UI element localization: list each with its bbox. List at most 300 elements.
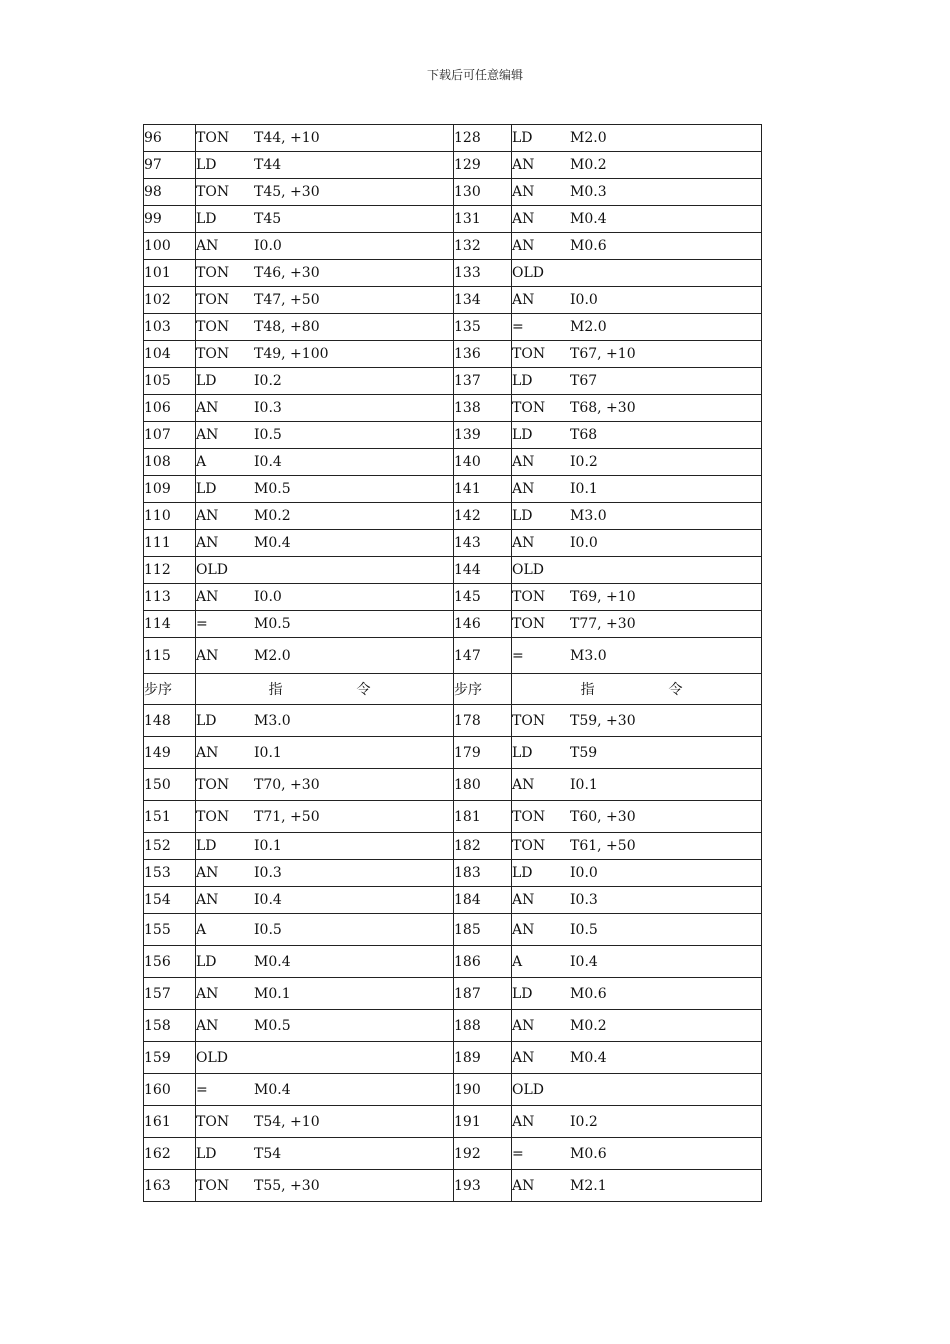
table-row xyxy=(144,638,762,674)
step-number: 109 xyxy=(144,476,196,503)
step-number: 193 xyxy=(454,1170,512,1202)
instruction-cell xyxy=(196,833,454,860)
instruction-cell xyxy=(196,206,454,233)
instruction-cell xyxy=(196,179,454,206)
step-number: 145 xyxy=(454,584,512,611)
operand: M0.3 xyxy=(570,184,607,200)
table-row xyxy=(144,503,762,530)
operand: I0.3 xyxy=(254,400,282,416)
opcode: TON xyxy=(196,319,230,335)
page-header: 下载后可任意编辑 xyxy=(426,68,523,82)
operand: I0.1 xyxy=(254,838,282,854)
instruction-cell xyxy=(196,1170,454,1202)
table-row xyxy=(144,860,762,887)
operand: M2.0 xyxy=(570,319,607,335)
instruction-cell xyxy=(196,476,454,503)
operand: I0.0 xyxy=(570,865,598,881)
opcode: TON xyxy=(512,346,546,362)
step-number: 97 xyxy=(144,152,196,179)
instruction-cell xyxy=(512,233,762,260)
operand: M0.5 xyxy=(254,616,291,632)
operand: T71, +50 xyxy=(254,808,320,825)
step-number: 99 xyxy=(144,206,196,233)
instruction-cell xyxy=(512,341,762,368)
operand: T45 xyxy=(254,211,282,227)
instruction-cell xyxy=(196,449,454,476)
instruction-cell xyxy=(196,1138,454,1170)
opcode: AN xyxy=(512,481,535,497)
opcode: LD xyxy=(196,157,217,173)
opcode: AN xyxy=(512,211,535,227)
step-number: 108 xyxy=(144,449,196,476)
instruction-cell xyxy=(512,179,762,206)
table-row xyxy=(144,769,762,801)
operand: M2.0 xyxy=(570,130,607,146)
step-number: 114 xyxy=(144,611,196,638)
table-row xyxy=(144,705,762,737)
opcode: OLD xyxy=(512,562,544,578)
operand: I0.3 xyxy=(570,892,598,908)
instruction-cell xyxy=(512,206,762,233)
instruction-cell xyxy=(512,705,762,737)
instruction-cell xyxy=(196,737,454,769)
table-row xyxy=(144,978,762,1010)
instruction-cell xyxy=(196,1074,454,1106)
step-number: 159 xyxy=(144,1042,196,1074)
instruction-cell xyxy=(196,1106,454,1138)
opcode: AN xyxy=(196,427,219,443)
step-number: 149 xyxy=(144,737,196,769)
instruction-cell xyxy=(196,422,454,449)
operand: M0.6 xyxy=(570,1145,607,1162)
instruction-cell xyxy=(512,368,762,395)
instruction-cell xyxy=(512,737,762,769)
instruction-cell xyxy=(196,887,454,914)
step-number: 162 xyxy=(144,1138,196,1170)
opcode: AN xyxy=(196,647,219,664)
instruction-cell xyxy=(512,1138,762,1170)
opcode: = xyxy=(196,1081,208,1098)
opcode: LD xyxy=(512,508,533,524)
step-number: 137 xyxy=(454,368,512,395)
instruction-cell xyxy=(512,833,762,860)
table-row xyxy=(144,395,762,422)
operand: I0.5 xyxy=(254,427,282,443)
opcode: AN xyxy=(512,157,535,173)
opcode: = xyxy=(512,319,524,335)
operand: I0.5 xyxy=(570,921,598,938)
instruction-cell xyxy=(512,946,762,978)
step-number: 180 xyxy=(454,769,512,801)
operand: T69, +10 xyxy=(570,589,636,605)
instruction-cell xyxy=(512,584,762,611)
table-row xyxy=(144,530,762,557)
instruction-cell xyxy=(196,946,454,978)
step-number: 134 xyxy=(454,287,512,314)
step-number: 104 xyxy=(144,341,196,368)
instruction-cell xyxy=(512,1074,762,1106)
table-row xyxy=(144,584,762,611)
instruction-cell xyxy=(512,422,762,449)
operand: M0.2 xyxy=(570,1017,607,1034)
step-number: 155 xyxy=(144,914,196,946)
instruction-cell xyxy=(196,1042,454,1074)
opcode: TON xyxy=(196,265,230,281)
table-row xyxy=(144,233,762,260)
step-number: 98 xyxy=(144,179,196,206)
step-number: 146 xyxy=(454,611,512,638)
operand: I0.4 xyxy=(254,454,282,470)
opcode: = xyxy=(196,616,208,632)
table-row xyxy=(144,1042,762,1074)
instruction-cell xyxy=(196,260,454,287)
instruction-cell xyxy=(512,125,762,152)
opcode: AN xyxy=(512,776,535,793)
table-row xyxy=(144,287,762,314)
opcode: TON xyxy=(512,400,546,416)
step-number: 103 xyxy=(144,314,196,341)
step-number: 189 xyxy=(454,1042,512,1074)
table-row xyxy=(144,179,762,206)
opcode: TON xyxy=(196,1177,230,1194)
step-number: 135 xyxy=(454,314,512,341)
step-number: 161 xyxy=(144,1106,196,1138)
instruction-cell xyxy=(512,449,762,476)
instruction-cell xyxy=(196,914,454,946)
header-step: 步序 xyxy=(144,674,196,705)
instruction-cell xyxy=(196,152,454,179)
step-number: 158 xyxy=(144,1010,196,1042)
operand: T61, +50 xyxy=(570,838,636,854)
opcode: AN xyxy=(512,292,535,308)
operand: M3.0 xyxy=(570,647,607,664)
step-number: 113 xyxy=(144,584,196,611)
operand: T59 xyxy=(570,744,598,761)
opcode: AN xyxy=(196,1017,219,1034)
operand: M0.5 xyxy=(254,481,291,497)
instruction-cell xyxy=(512,860,762,887)
step-number: 129 xyxy=(454,152,512,179)
opcode: AN xyxy=(196,508,219,524)
table-row xyxy=(144,611,762,638)
step-number: 178 xyxy=(454,705,512,737)
table-row xyxy=(144,422,762,449)
step-number: 184 xyxy=(454,887,512,914)
instruction-cell xyxy=(196,978,454,1010)
operand: T44, +10 xyxy=(254,130,320,146)
operand: T77, +30 xyxy=(570,616,636,632)
instruction-table xyxy=(143,124,762,1202)
operand: I0.1 xyxy=(570,776,598,793)
step-number: 107 xyxy=(144,422,196,449)
operand: T67, +10 xyxy=(570,346,636,362)
instruction-cell xyxy=(512,914,762,946)
step-number: 138 xyxy=(454,395,512,422)
operand: T46, +30 xyxy=(254,265,320,281)
opcode: TON xyxy=(512,712,546,729)
operand: T67 xyxy=(570,373,598,389)
operand: M0.6 xyxy=(570,985,607,1002)
instruction-cell xyxy=(196,860,454,887)
table-row xyxy=(144,260,762,287)
operand: T68, +30 xyxy=(570,400,636,416)
opcode: AN xyxy=(512,1177,535,1194)
opcode: A xyxy=(196,921,207,938)
table-row xyxy=(144,314,762,341)
instruction-cell xyxy=(512,801,762,833)
operand: T48, +80 xyxy=(254,319,320,335)
instruction-cell xyxy=(196,705,454,737)
step-number: 144 xyxy=(454,557,512,584)
operand: I0.2 xyxy=(570,1113,598,1130)
opcode: TON xyxy=(196,292,230,308)
opcode: LD xyxy=(512,744,533,761)
operand: I0.0 xyxy=(254,238,282,254)
step-number: 101 xyxy=(144,260,196,287)
step-number: 185 xyxy=(454,914,512,946)
operand: I0.2 xyxy=(254,373,282,389)
opcode: TON xyxy=(512,838,546,854)
step-number: 106 xyxy=(144,395,196,422)
opcode: A xyxy=(196,454,207,470)
operand: T49, +100 xyxy=(254,346,329,362)
instruction-cell xyxy=(196,557,454,584)
opcode: OLD xyxy=(196,562,228,578)
step-number: 179 xyxy=(454,737,512,769)
opcode: TON xyxy=(196,776,230,793)
table-row xyxy=(144,887,762,914)
table-row xyxy=(144,801,762,833)
opcode: TON xyxy=(196,130,230,146)
opcode: AN xyxy=(196,985,219,1002)
instruction-cell xyxy=(196,287,454,314)
operand: T55, +30 xyxy=(254,1177,320,1194)
instruction-cell xyxy=(512,887,762,914)
step-number: 136 xyxy=(454,341,512,368)
header-step: 步序 xyxy=(454,674,512,705)
opcode: LD xyxy=(512,985,533,1002)
table-row xyxy=(144,737,762,769)
opcode: LD xyxy=(196,953,217,970)
step-number: 111 xyxy=(144,530,196,557)
step-number: 156 xyxy=(144,946,196,978)
step-number: 190 xyxy=(454,1074,512,1106)
opcode: AN xyxy=(512,1113,535,1130)
opcode: TON xyxy=(196,1113,230,1130)
instruction-cell xyxy=(196,314,454,341)
instruction-cell xyxy=(196,395,454,422)
operand: I0.1 xyxy=(254,744,282,761)
step-number: 102 xyxy=(144,287,196,314)
instruction-cell xyxy=(512,611,762,638)
opcode: OLD xyxy=(512,1081,544,1098)
table-row xyxy=(144,557,762,584)
operand: M0.6 xyxy=(570,238,607,254)
instruction-cell xyxy=(512,503,762,530)
instruction-cell xyxy=(512,287,762,314)
table-row xyxy=(144,1138,762,1170)
operand: T54, +10 xyxy=(254,1113,320,1130)
operand: T54 xyxy=(254,1145,282,1162)
opcode: LD xyxy=(512,865,533,881)
opcode: AN xyxy=(512,921,535,938)
step-number: 148 xyxy=(144,705,196,737)
step-number: 188 xyxy=(454,1010,512,1042)
opcode: AN xyxy=(196,400,219,416)
opcode: TON xyxy=(512,808,546,825)
table-row xyxy=(144,1010,762,1042)
table-row xyxy=(144,1106,762,1138)
operand: I0.4 xyxy=(570,953,598,970)
step-number: 152 xyxy=(144,833,196,860)
instruction-cell xyxy=(196,341,454,368)
operand: M0.2 xyxy=(570,157,607,173)
opcode: AN xyxy=(196,744,219,761)
operand: I0.1 xyxy=(570,481,598,497)
step-number: 112 xyxy=(144,557,196,584)
opcode: AN xyxy=(512,1017,535,1034)
step-number: 140 xyxy=(454,449,512,476)
step-number: 181 xyxy=(454,801,512,833)
step-number: 192 xyxy=(454,1138,512,1170)
step-number: 143 xyxy=(454,530,512,557)
table-row xyxy=(144,1074,762,1106)
instruction-cell xyxy=(512,978,762,1010)
step-number: 110 xyxy=(144,503,196,530)
opcode: AN xyxy=(512,892,535,908)
step-number: 141 xyxy=(454,476,512,503)
header-instruction: 指 令 xyxy=(512,674,762,705)
instruction-cell xyxy=(196,503,454,530)
instruction-cell xyxy=(196,233,454,260)
step-number: 182 xyxy=(454,833,512,860)
operand: M2.0 xyxy=(254,647,291,664)
operand: M2.1 xyxy=(570,1177,607,1194)
step-number: 130 xyxy=(454,179,512,206)
opcode: LD xyxy=(196,481,217,497)
operand: I0.0 xyxy=(570,292,598,308)
instruction-table-body xyxy=(144,125,762,1202)
operand: M0.4 xyxy=(570,1049,607,1066)
instruction-cell xyxy=(196,530,454,557)
operand: T60, +30 xyxy=(570,808,636,825)
step-number: 132 xyxy=(454,233,512,260)
step-number: 115 xyxy=(144,638,196,674)
step-number: 96 xyxy=(144,125,196,152)
opcode: LD xyxy=(196,1145,217,1162)
step-number: 154 xyxy=(144,887,196,914)
instruction-cell xyxy=(196,1010,454,1042)
opcode: AN xyxy=(196,589,219,605)
step-number: 100 xyxy=(144,233,196,260)
header-instruction: 指 令 xyxy=(196,674,454,705)
opcode: AN xyxy=(196,535,219,551)
operand: I0.3 xyxy=(254,865,282,881)
table-row xyxy=(144,1170,762,1202)
opcode: TON xyxy=(196,346,230,362)
step-number: 147 xyxy=(454,638,512,674)
opcode: AN xyxy=(512,184,535,200)
instruction-cell xyxy=(512,395,762,422)
instruction-cell xyxy=(512,476,762,503)
column-header-row xyxy=(144,674,762,705)
instruction-cell xyxy=(512,769,762,801)
opcode: TON xyxy=(196,184,230,200)
operand: T68 xyxy=(570,427,598,443)
step-number: 133 xyxy=(454,260,512,287)
operand: M0.1 xyxy=(254,985,291,1002)
opcode: LD xyxy=(512,427,533,443)
table-row xyxy=(144,341,762,368)
opcode: AN xyxy=(196,865,219,881)
instruction-cell xyxy=(512,260,762,287)
opcode: AN xyxy=(196,892,219,908)
instruction-cell xyxy=(512,1170,762,1202)
opcode: LD xyxy=(512,373,533,389)
operand: M0.2 xyxy=(254,508,291,524)
table-row xyxy=(144,125,762,152)
step-number: 142 xyxy=(454,503,512,530)
step-number: 150 xyxy=(144,769,196,801)
table-row xyxy=(144,833,762,860)
step-number: 151 xyxy=(144,801,196,833)
instruction-cell xyxy=(196,584,454,611)
opcode: AN xyxy=(512,238,535,254)
opcode: OLD xyxy=(196,1049,228,1066)
instruction-cell xyxy=(512,1042,762,1074)
table-row xyxy=(144,368,762,395)
step-number: 105 xyxy=(144,368,196,395)
instruction-cell xyxy=(196,638,454,674)
opcode: A xyxy=(512,953,523,970)
opcode: LD xyxy=(512,130,533,146)
step-number: 191 xyxy=(454,1106,512,1138)
opcode: LD xyxy=(196,373,217,389)
instruction-cell xyxy=(196,125,454,152)
opcode: OLD xyxy=(512,265,544,281)
opcode: LD xyxy=(196,211,217,227)
instruction-cell xyxy=(512,1010,762,1042)
opcode: AN xyxy=(512,454,535,470)
table-row xyxy=(144,152,762,179)
step-number: 186 xyxy=(454,946,512,978)
instruction-cell xyxy=(512,530,762,557)
opcode: AN xyxy=(512,1049,535,1066)
table-row xyxy=(144,476,762,503)
instruction-cell xyxy=(512,1106,762,1138)
opcode: TON xyxy=(196,808,230,825)
opcode: = xyxy=(512,647,524,664)
operand: M0.5 xyxy=(254,1017,291,1034)
step-number: 183 xyxy=(454,860,512,887)
table-row xyxy=(144,946,762,978)
table-row xyxy=(144,206,762,233)
opcode: AN xyxy=(196,238,219,254)
opcode: LD xyxy=(196,838,217,854)
table-row xyxy=(144,914,762,946)
operand: M3.0 xyxy=(254,712,291,729)
instruction-cell xyxy=(196,769,454,801)
operand: T47, +50 xyxy=(254,292,320,308)
opcode: AN xyxy=(512,535,535,551)
operand: T70, +30 xyxy=(254,776,320,793)
step-number: 163 xyxy=(144,1170,196,1202)
operand: I0.0 xyxy=(254,589,282,605)
instruction-cell xyxy=(196,368,454,395)
opcode: LD xyxy=(196,712,217,729)
operand: I0.0 xyxy=(570,535,598,551)
operand: T44 xyxy=(254,157,282,173)
